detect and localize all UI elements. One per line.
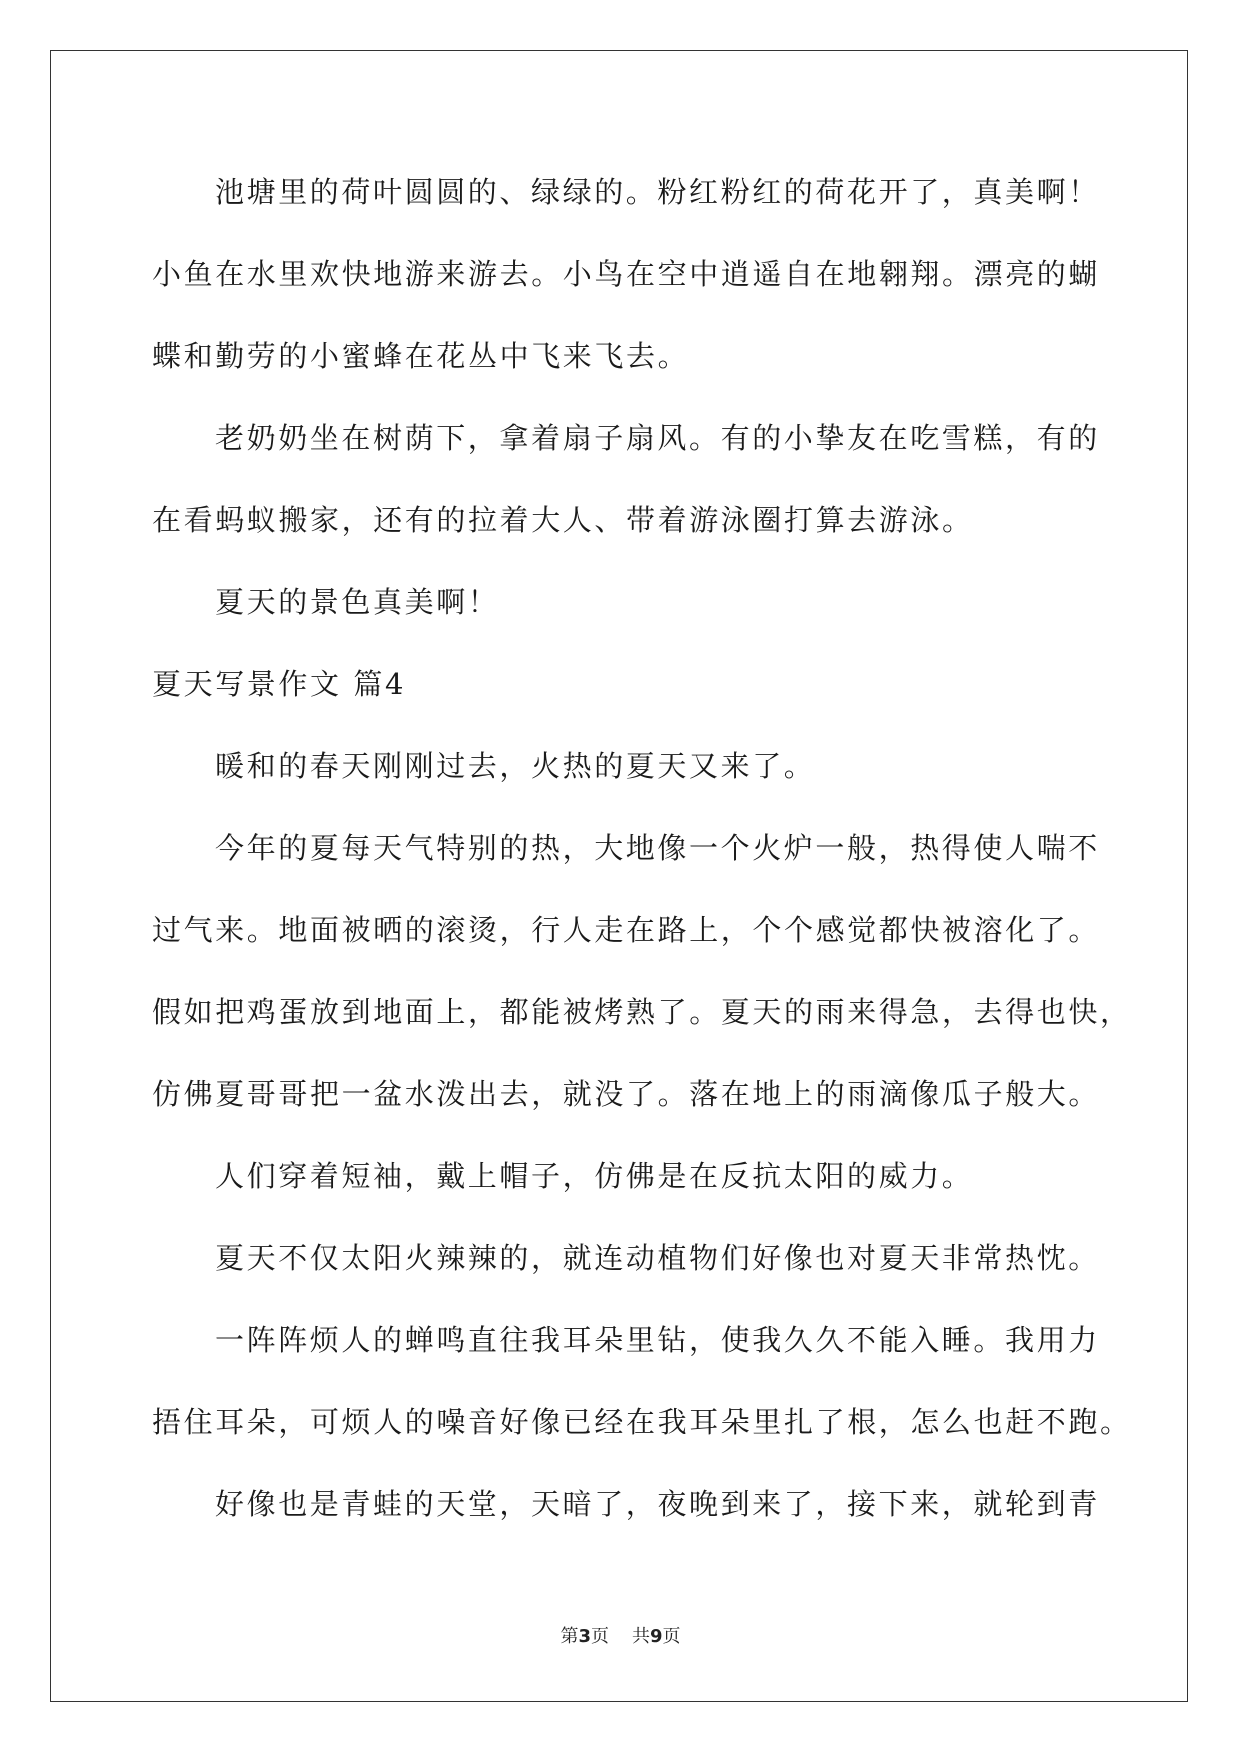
total-unit: 页 [662,1626,681,1647]
page-prefix: 第 [560,1626,579,1647]
paragraph-line: 暖和的春天刚刚过去，火热的夏天又来了。 [215,749,816,783]
paragraph-line: 老奶奶坐在树荫下，拿着扇子扇风。有的小挚友在吃雪糕，有的 [215,421,1100,455]
section-heading: 夏天写景作文 篇4 [152,667,407,701]
paragraph-line: 今年的夏每天气特别的热，大地像一个火炉一般，热得使人喘不 [215,831,1100,865]
paragraph-line: 好像也是青蛙的天堂，天暗了，夜晚到来了，接下来，就轮到青 [215,1487,1100,1521]
page-unit: 页 [591,1626,610,1647]
total-prefix: 共 [631,1626,650,1647]
page-border [50,50,1188,1702]
page-number: 3 [578,1626,592,1647]
paragraph-line: 蝶和勤劳的小蜜蜂在花丛中飞来飞去。 [152,339,690,373]
paragraph-line: 夏天的景色真美啊！ [215,585,500,619]
paragraph-line: 池塘里的荷叶圆圆的、绿绿的。粉红粉红的荷花开了，真美啊！ [215,175,1100,209]
page-footer [0,1625,1241,1649]
paragraph-line: 人们穿着短袖，戴上帽子，仿佛是在反抗太阳的威力。 [215,1159,974,1193]
paragraph-line: 仿佛夏哥哥把一盆水泼出去，就没了。落在地上的雨滴像瓜子般大。 [152,1077,1101,1111]
total-pages: 9 [649,1626,663,1647]
paragraph-line: 小鱼在水里欢快地游来游去。小鸟在空中逍遥自在地翱翔。漂亮的蝴 [152,257,1101,291]
paragraph-line: 过气来。地面被晒的滚烫，行人走在路上，个个感觉都快被溶化了。 [152,913,1101,947]
paragraph-line: 捂住耳朵，可烦人的噪音好像已经在我耳朵里扎了根，怎么也赶不跑。 [152,1405,1132,1439]
paragraph-line: 假如把鸡蛋放到地面上，都能被烤熟了。夏天的雨来得急，去得也快， [152,995,1132,1029]
paragraph-line: 夏天不仅太阳火辣辣的，就连动植物们好像也对夏天非常热忱。 [215,1241,1100,1275]
paragraph-line: 在看蚂蚁搬家，还有的拉着大人、带着游泳圈打算去游泳。 [152,503,974,537]
paragraph-line: 一阵阵烦人的蝉鸣直往我耳朵里钻，使我久久不能入睡。我用力 [215,1323,1100,1357]
